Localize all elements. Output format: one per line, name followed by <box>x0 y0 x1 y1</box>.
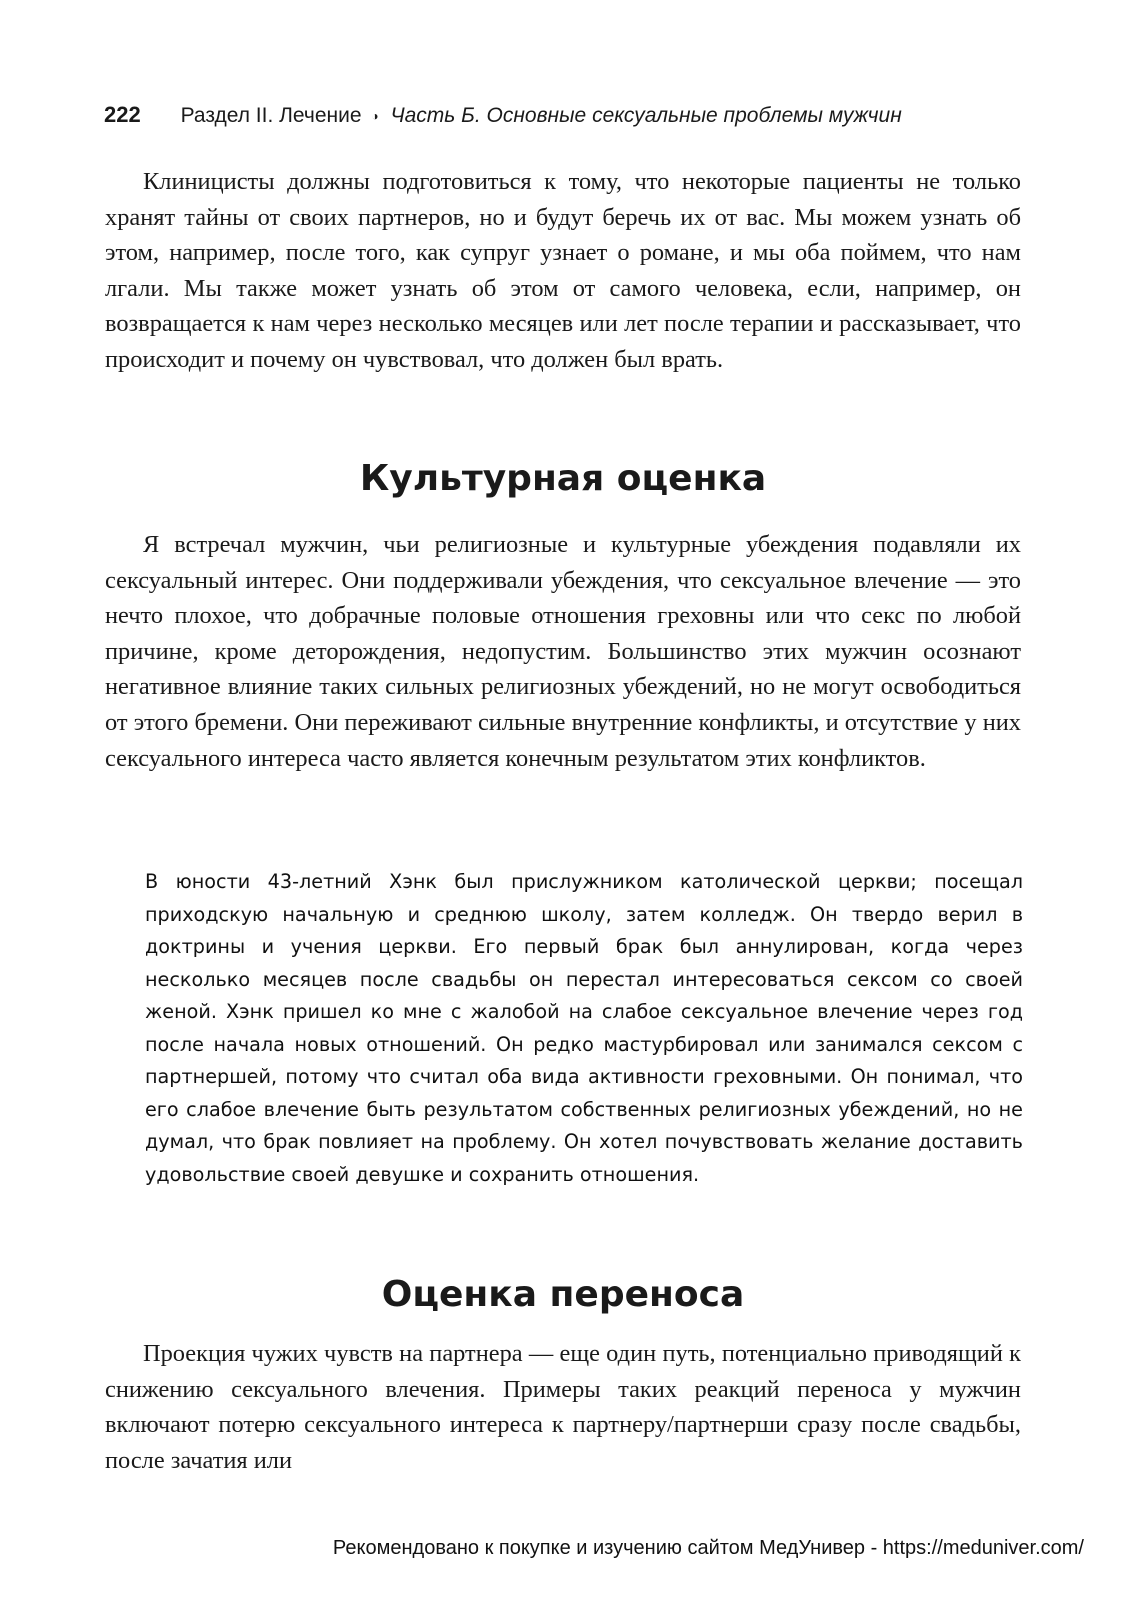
section-title: Раздел II. Лечение <box>180 104 362 127</box>
separator-bullet-icon: ◑ <box>371 109 379 123</box>
chapter-title: Часть Б. Основные сексуальные проблемы мужчин <box>390 104 902 127</box>
body-paragraph-secrets: Клиницисты должны подготовиться к тому, что некоторые пациенты не только хранят тайны от своих партнеров, но и будут беречь их от вас. Мы можем узнать об этом, например, после того, как супруг узнает о романе, и мы оба поймем, что нам лгали. Мы также может узнать об этом от самого человека, если, например, он возвращается к нам через несколько месяцев или лет после терапии и рассказывает, что происходит и почему он чувствовал, что должен был врать. <box>105 168 1021 373</box>
heading-cultural-assessment: Культурная оценка <box>359 458 767 499</box>
running-head <box>104 100 1024 131</box>
watermark-text: Рекомендовано к покупке и изучению сайтом МедУнивер - https://meduniver.com/ <box>332 1537 1084 1559</box>
body-paragraph-transference: Проекция чужих чувств на партнера — еще один путь, потенциально приводящий к снижению сексуального влечения. Примеры таких реакций переноса у мужчин включают потерю сексуального интереса к партнеру/партнерши сразу после свадьбы, после зачатия или <box>105 1340 1021 1474</box>
body-paragraph-religious-beliefs: Я встречал мужчин, чьи религиозные и культурные убеждения подавляли их сексуальный интерес. Они поддерживали убеждения, что сексуальное влечение — это нечто плохое, что добрачные половые отношения греховны или что секс по любой причине, кроме деторождения, недопустим. Большинство этих мужчин осознают негативное влияние таких сильных религиозных убеждений, но не могут освободиться от этого бремени. Они переживают сильные внутренние конфликты, и отсутствие у них сексуального интереса часто является конечным результатом этих конфликтов. <box>105 531 1021 772</box>
page-number: 222 <box>104 102 141 127</box>
heading-transference-assessment: Оценка переноса <box>381 1274 745 1315</box>
case-study-hank: В юности 43-летний Хэнк был прислужником католической церкви; посещал приходскую начальную и среднюю школу, затем колледж. Он твердо верил в доктрины и учения церкви. Его первый брак был аннулирован, когда через несколько месяцев после свадьбы он перестал интересоваться сексом со своей женой. Хэнк пришел ко мне с жалобой на слабое сексуальное влечение через год после начала новых отношений. Он редко мастурбировал или занимался сексом с партнершей, потому что считал оба вида активности греховными. Он понимал, что его слабое влечение быть результатом собственных религиозных убеждений, но не думал, что брак повлияет на проблему. Он хотел почувствовать желание доставить удовольствие своей девушке и сохранить отношения. <box>145 870 1023 1186</box>
